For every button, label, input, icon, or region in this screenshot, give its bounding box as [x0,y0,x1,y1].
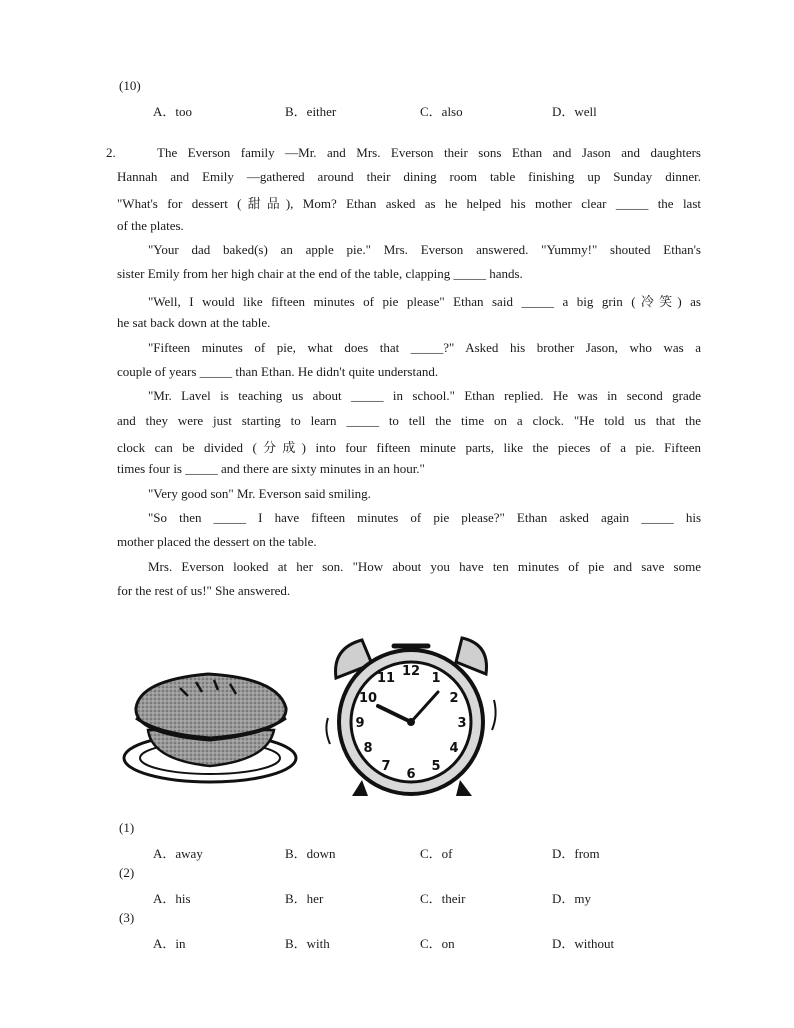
passage-line: sister Emily from her high chair at the end of the table, clapping _____ hands. [117,266,523,281]
passage-line: he sat back down at the table. [117,315,271,330]
svg-text:3: 3 [457,716,467,731]
passage-line: and they were just starting to learn _____ to tell the time on a clock. "He told us that the [117,413,701,428]
options-row [0,888,794,906]
passage-line: clock can be divided (分成) into four fifteen minute parts, like the pieces of a pie. Fifteen [117,440,701,455]
passage-line: Hannah and Emily —gathered around their dining room table finishing up Sunday dinner. [117,169,701,184]
options-row [0,101,794,119]
passage-line: "Mr. Lavel is teaching us about _____ in school." Ethan replied. He was in second grade [148,388,701,403]
option-a[interactable]: A．in [153,936,186,951]
svg-text:12: 12 [401,664,421,679]
option-d[interactable]: D．from [552,846,600,861]
passage-line: "Well, I would like fifteen minutes of pie please" Ethan said _____ a big grin (冷笑) as [148,294,701,309]
passage-line: of the plates. [117,218,184,233]
option-c[interactable]: C．of [420,846,453,861]
passage-line: mother placed the dessert on the table. [117,534,317,549]
question-number: (2) [119,865,135,880]
options-row [0,933,794,951]
svg-text:4: 4 [449,741,459,756]
options-row [0,843,794,861]
passage-line: for the rest of us!" She answered. [117,583,291,598]
option-b[interactable]: B．down [285,846,336,861]
option-a[interactable]: A．too [153,104,193,119]
svg-text:5: 5 [431,759,441,774]
option-d[interactable]: D．without [552,936,615,951]
svg-text:9: 9 [355,716,365,731]
option-b[interactable]: B．with [285,936,330,951]
passage-line: "Very good son" Mr. Everson said smiling. [148,486,371,501]
svg-text:6: 6 [406,767,416,782]
svg-text:11: 11 [376,671,396,686]
svg-text:10: 10 [358,691,378,706]
passage-line: Mrs. Everson looked at her son. "How about you have ten minutes of pie and save some [148,559,701,574]
question-number: (1) [119,820,135,835]
passage-line: "What's for dessert (甜品), Mom? Ethan asked as he helped his mother clear _____ the last [117,196,701,211]
apple-pie-illustration [118,658,318,788]
option-a[interactable]: A．away [153,846,203,861]
question-number: (3) [119,910,135,925]
alarm-clock-illustration [322,630,500,802]
svg-text:1: 1 [431,671,441,686]
passage-line: "So then _____ I have fifteen minutes of pie please?" Ethan asked again _____ his [148,510,701,525]
option-d[interactable]: D．well [552,104,597,119]
svg-text:8: 8 [363,741,373,756]
passage-line: "Your dad baked(s) an apple pie." Mrs. Everson answered. "Yummy!" shouted Ethan's [148,242,701,257]
passage-line: "Fifteen minutes of pie, what does that _____?" Asked his brother Jason, who was a [148,340,701,355]
passage-number: 2. [106,145,116,160]
option-c[interactable]: C．on [420,936,455,951]
svg-text:7: 7 [381,759,391,774]
passage-line: couple of years _____ than Ethan. He didn't quite understand. [117,364,439,379]
option-d[interactable]: D．my [552,891,592,906]
passage-line: times four is _____ and there are sixty minutes in an hour." [117,461,425,476]
question-number: (10) [119,78,141,93]
passage-line: The Everson family —Mr. and Mrs. Everson their sons Ethan and Jason and daughters [157,145,701,160]
option-b[interactable]: B．either [285,104,337,119]
option-b[interactable]: B．her [285,891,324,906]
option-c[interactable]: C．also [420,104,463,119]
option-a[interactable]: A．his [153,891,191,906]
option-c[interactable]: C．their [420,891,466,906]
svg-text:2: 2 [449,691,459,706]
